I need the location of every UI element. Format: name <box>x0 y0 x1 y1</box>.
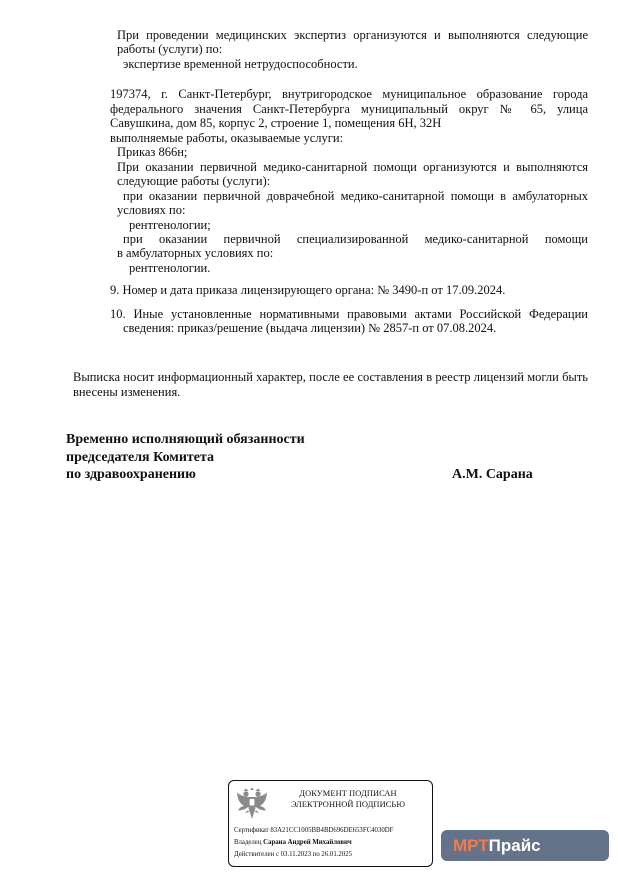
mrtprice-watermark <box>441 830 609 861</box>
stamp-header-line: ЭЛЕКТРОННОЙ ПОДПИСЬЮ <box>290 800 406 809</box>
coat-of-arms-icon <box>235 786 269 822</box>
expertise-intro-line: При проведении медицинских экспертиз организуются и выполняются следующие <box>117 28 588 42</box>
electronic-signature-stamp <box>228 780 433 867</box>
disclaimer-line: внесены изменения. <box>73 385 181 399</box>
item-10-line: сведения: приказ/решение (выдача лицензии) № 2857-п от 07.08.2024. <box>123 321 497 335</box>
certificate-number: 83A21CC1005BB4BD696DE653FC4030DF <box>270 827 394 834</box>
specialized-line: в амбулаторных условиях по: <box>117 246 274 260</box>
signatory-title-line: Временно исполняющий обязанности <box>66 432 305 447</box>
address-line: Савушкина, дом 85, корпус 2, строение 1, помещения 6Н, 32Н <box>110 116 442 130</box>
owner-label: Владелец <box>234 839 262 846</box>
specialized-item: рентгенологии. <box>129 261 211 275</box>
prehospital-item: рентгенологии; <box>129 218 211 232</box>
disclaimer-line: Выписка носит информационный характер, после ее составления в реестр лицензий могли быть <box>73 370 588 384</box>
specialized-line: при оказании первичной специализированной медико-санитарной помощи <box>123 232 588 246</box>
primary-care-line: следующие работы (услуги): <box>117 174 271 188</box>
owner-name: Сарана Андрей Михайлович <box>263 839 352 846</box>
item-10-line: 10. Иные установленные нормативными правовыми актами Российской Федерации <box>110 307 588 321</box>
prehospital-line: при оказании первичной доврачебной медико-санитарной помощи в амбулаторных <box>123 189 588 203</box>
certificate-label: Сертификат <box>234 827 269 834</box>
watermark-part-1: МРТ <box>453 836 489 855</box>
stamp-header-line: ДОКУМЕНТ ПОДПИСАН <box>299 789 397 798</box>
address-line: 197374, г. Санкт-Петербург, внутригородское муниципальное образование города <box>110 87 588 101</box>
primary-care-line: При оказании первичной медико-санитарной помощи организуются и выполняются <box>117 160 588 174</box>
owner-line <box>234 838 352 847</box>
item-9-order-date: 9. Номер и дата приказа лицензирующего органа: № 3490-п от 17.09.2024. <box>110 283 506 297</box>
expertise-item: экспертизе временной нетрудоспособности. <box>123 57 358 71</box>
expertise-intro-line: работы (услуги) по: <box>117 42 223 56</box>
prehospital-line: условиях по: <box>117 203 186 217</box>
certificate-line <box>234 826 393 835</box>
address-line: федерального значения Санкт-Петербурга муниципальный округ № 65, улица <box>110 102 588 116</box>
signatory-title-line: председателя Комитета <box>66 450 215 465</box>
validity-line: Действителен с 03.11.2023 по 26.01.2025 <box>234 851 353 858</box>
signatory-name: А.М. Сарана <box>452 467 533 482</box>
order-reference: Приказ 866н; <box>117 145 188 159</box>
signatory-title-line: по здравоохранению <box>66 467 196 482</box>
watermark-part-2: Прайс <box>488 836 541 855</box>
works-heading: выполняемые работы, оказываемые услуги: <box>110 131 344 145</box>
